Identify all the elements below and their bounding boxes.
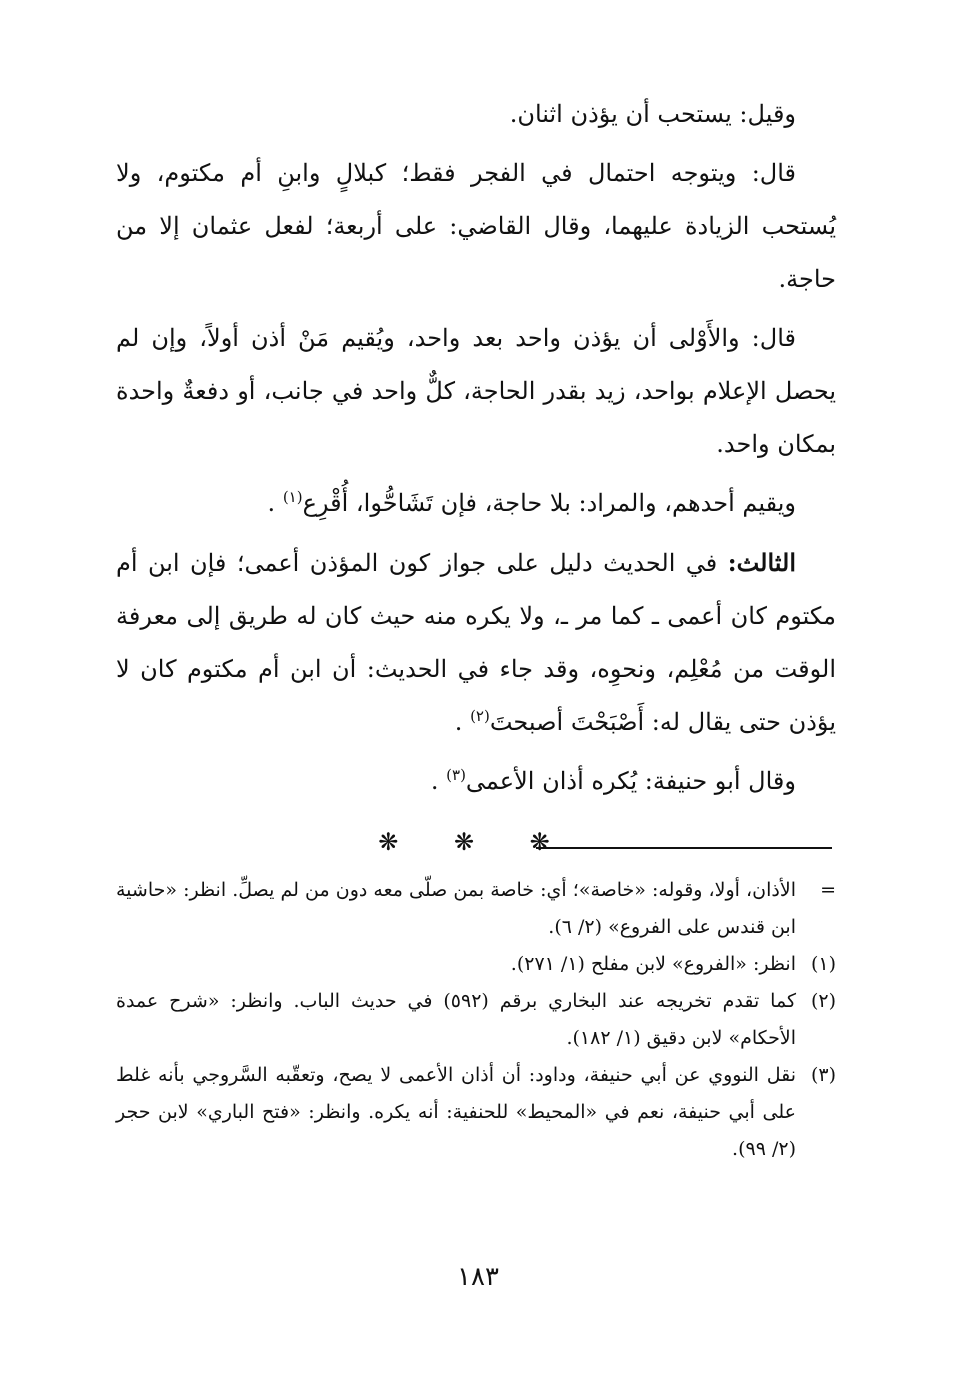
- footnote-continued: [116, 872, 836, 946]
- footnote-number: (١): [810, 953, 836, 975]
- third-end: .: [454, 708, 463, 736]
- third-text: في الحديث دليل على جواز كون المؤذن أعمى؛ فإن ابن أم مكتوم كان أعمى ـ كما مر ـ، ولا يكره منه حيث كان له طريق إلى معرفة الوقت من مُعْلِم، ونحوِه، وقد جاء في الحديث: أن ابن أم مكتوم كان لا يؤذن حتى يقال له: أَصْبَحْتَ أصبحتَ: [116, 549, 836, 736]
- footnote-1: [116, 946, 836, 983]
- paragraph-4-text: ويقيم أحدهم، والمراد: بلا حاجة، فإن تَشَاحُّوا، أُقْرِع: [302, 489, 796, 517]
- paragraph-3: قال: والأَوْلى أن يؤذن واحد بعد واحد، ويُقيم مَنْ أذن أولاً، وإن لم يحصل الإعلام بواحد، زيد بقدر الحاجة، كلٌّ واحد في جانب، أو دفعةٌ واحدة بمكان واحد.: [116, 324, 836, 458]
- abu-hanifa-end: .: [430, 767, 439, 795]
- abu-hanifa-text: وقال أبو حنيفة: يُكره أذان الأعمى: [465, 767, 796, 795]
- footnote-text: كما تقدم تخريجه عند البخاري برقم (٥٩٢) في حديث الباب. وانظر: «شرح عمدة الأحكام» لابن دقيق (١/ ١٨٢).: [116, 990, 796, 1049]
- paragraph-4: [116, 477, 836, 530]
- footnotes: [116, 872, 836, 1168]
- footnote-number: =: [820, 879, 836, 901]
- footnote-text: نقل النووي عن أبي حنيفة، وداود: أن أذان الأعمى لا يصح، وتعقّبه السَّروجي بأنه غلط على أبي حنيفة، نعم في «المحيط» للحنفية: أنه يكره. وانظر: «فتح الباري» لابن حجر (٢/ ٩٩).: [116, 1064, 796, 1160]
- third-heading: الثالث:: [727, 548, 797, 577]
- footnote-number: (٣): [810, 1064, 836, 1086]
- paragraph-1: وقيل: يستحب أن يؤذن اثنان.: [509, 100, 796, 128]
- footnote-3: [116, 1057, 836, 1168]
- paragraph-4-end: .: [267, 489, 276, 517]
- footnote-text: الأذان، أولا، وقوله: «خاصة»؛ أي: خاصة بمن صلّى معه دون من لم يصلِّ. انظر: «حاشية ابن قندس على الفروع» (٢/ ٦).: [116, 879, 796, 938]
- footnote-ref-2[interactable]: (٢): [470, 707, 490, 725]
- footnote-separator: [536, 847, 832, 849]
- footnote-ref-1[interactable]: (١): [282, 488, 303, 506]
- footnote-2: [116, 983, 836, 1057]
- main-text: [116, 88, 836, 862]
- section-divider-stars: ❋ ❋ ❋: [378, 828, 574, 856]
- footnote-ref-3[interactable]: (٣): [446, 766, 466, 784]
- footnote-text: انظر: «الفروع» لابن مفلح (١/ ٢٧١).: [510, 953, 796, 975]
- footnote-number: (٢): [810, 990, 836, 1012]
- paragraph-abu-hanifa: [116, 755, 836, 808]
- paragraph-third: [116, 536, 836, 749]
- page-number: ١٨٣: [457, 1262, 499, 1292]
- paragraph-2: قال: ويتوجه احتمال في الفجر فقط؛ كبلالٍ وابنِ أم مكتوم، ولا يُستحب الزيادة عليهما، وقال القاضي: على أربعة؛ لفعل عثمان إلا من حاجة.: [116, 159, 837, 293]
